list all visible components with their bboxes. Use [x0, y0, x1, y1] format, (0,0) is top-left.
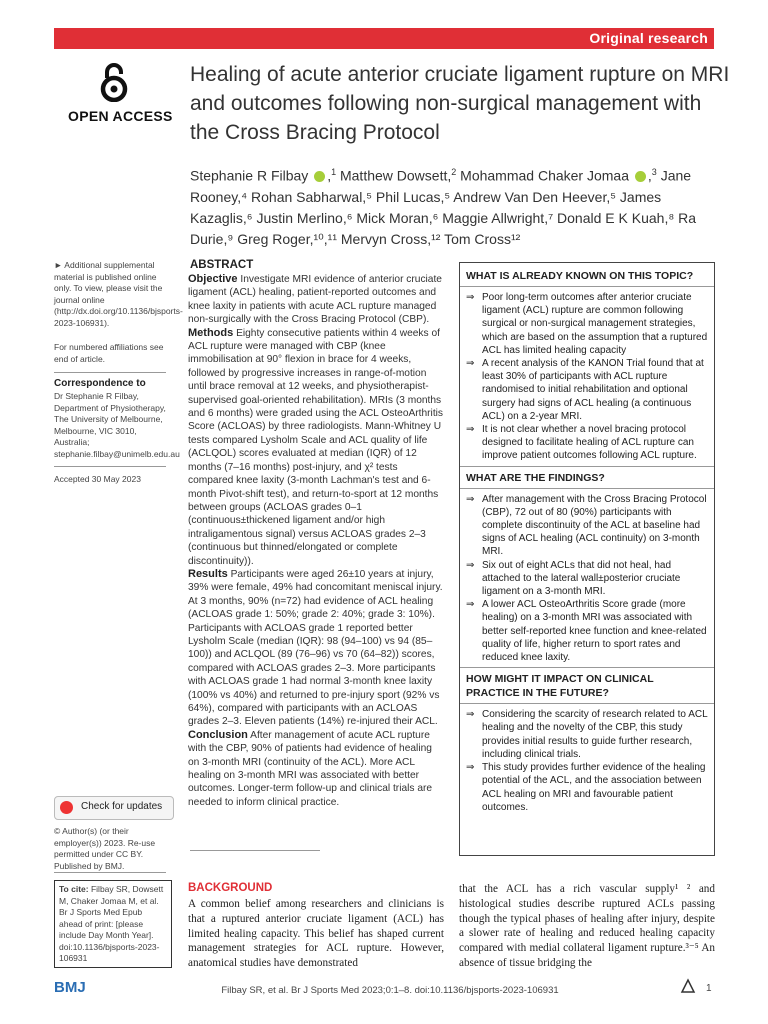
- divider: [460, 488, 714, 489]
- divider: [460, 667, 714, 668]
- correspondence-details: Dr Stephanie R Filbay, Department of Physiotherapy, The University of Melbourne, Melbourne, VIC 3010, Australia; stephanie.filbay@unimelb.edu.au: [54, 391, 180, 459]
- author-name[interactable]: Matthew Dowsett,: [339, 167, 452, 184]
- supplemental-note: ► Additional supplemental material is published online only. To view, please visit the journal online (http://dx.doi.org/10.1136/bjsports-2023-106931).: [54, 260, 183, 328]
- affiliation-number: 1: [331, 167, 337, 177]
- arrow-icon: ⇒: [466, 709, 475, 721]
- check-for-updates-label: Check for updates: [81, 801, 163, 812]
- author-names-rest: Jane Rooney,⁴ Rohan Sabharwal,⁵ Phil Lucas,⁵ Andrew Van Den Heever,⁵ James Kazaglis,⁶ Justin Merlino,⁶ Mick Moran,⁶ Maggie Allwright,⁷ Donald E K Kuah,⁸ Ra Durie,⁹ Greg Roger,¹⁰,¹¹ Mervyn Cross,¹² Tom Cross¹²: [190, 167, 697, 247]
- list-item-text: Six out of eight ACLs that did not heal, had attached to the lateral wall±posterior cruciate ligament on a 3-month MRI.: [482, 559, 681, 598]
- affiliation-number: 2: [451, 167, 457, 177]
- divider: [460, 466, 714, 467]
- page-number: 1: [706, 983, 712, 994]
- known-heading: WHAT IS ALREADY KNOWN ON THIS TOPIC?: [466, 270, 694, 282]
- accepted-date: Accepted 30 May 2023: [54, 474, 141, 484]
- arrow-icon: ⇒: [466, 424, 475, 436]
- list-item: [466, 761, 709, 814]
- divider: [54, 372, 166, 373]
- abstract-heading: ABSTRACT: [190, 259, 254, 271]
- divider: [54, 466, 166, 467]
- check-for-updates-button[interactable]: [54, 796, 174, 820]
- author-list: Stephanie R Filbay ,$^1$ Matthew Dowsett,$^2$ Mohammad Chaker Jomaa ,$^3$ Jane Rooney,⁴ Rohan Sabharwal,⁵ Phil Lucas,⁵ Andrew Van Den Heever,⁵ James Kazaglis,⁶ Justin Merlino,⁶ Mick Moran,⁶ Maggie Allwright,⁷ Donald E K Kuah,⁸ Ra Durie,⁹ Greg Roger,¹⁰,¹¹ Mervyn Cross,¹² Tom Cross¹²: [190, 167, 697, 247]
- body-text-right: that the ACL has a rich vascular supply¹ ² and histological studies describe ruptured ACLs passing though the typical phases of healing after injury, despite a slower rate of healing and reduced healing capacity compared with medial collateral ligament rupture.³⁻⁵ An absence of tissue bridging the: [459, 883, 715, 969]
- orcid-icon[interactable]: [635, 171, 646, 182]
- list-item-text: This study provides further evidence of the healing potential of the ACL, and the association between ACL healing on MRI and favourable patient outcomes.: [482, 762, 706, 813]
- conclusion-label: Conclusion: [188, 728, 248, 741]
- author-name[interactable]: Stephanie R Filbay: [190, 167, 309, 184]
- copyright-note: © Author(s) (or their employer(s)) 2023. Re-use permitted under CC BY. Published by BMJ.: [54, 826, 156, 871]
- affiliation-number: 3: [651, 167, 657, 177]
- citation-box: [54, 880, 172, 968]
- list-item-text: Poor long-term outcomes after anterior cruciate ligament (ACL) rupture are common following surgical or non-surgical management strategies, which are based on the assumption that a ruptured ACL has limited healing capacity: [482, 292, 708, 356]
- affiliations-note: For numbered affiliations see end of article.: [54, 342, 164, 364]
- arrow-icon: ⇒: [466, 762, 475, 774]
- list-item: [466, 708, 709, 761]
- findings-heading: WHAT ARE THE FINDINGS?: [466, 471, 605, 484]
- crossmark-icon: [60, 801, 73, 814]
- arrow-icon: ⇒: [466, 559, 475, 571]
- objective-text: Investigate MRI evidence of anterior cruciate ligament (ACL) healing, patient-reported outcomes and knee laxity in patients with acute ACL rupture managed non-surgically with the Cross Bracing Protocol (CBP).: [188, 274, 442, 326]
- methods-text: Eighty consecutive patients within 4 weeks of ACL rupture were managed with CBP (knee immobilisation at 90° flexion in brace for 4 weeks, followed by progressive increases in range-of-motion until brace removal at 12 weeks, and physiotherapist-supervised goal-oriented rehabilitation). MRIs (3 months and 6 months) were graded using the ACL OsteoArthritis Score (ACLOAS) by three radiologists. Mann-Whitney U tests compared Lysholm Scale and ACL quality of life (ACLQOL) scores evaluated at median (IQR) of 12 months (7–16 months) post-injury, and χ² tests compared knee laxity (3-month Lachman's test and 6-month Pivot-shift test), and return-to-sport at 12 months between groups (ACLOAS grades 0–1 (continuous±thickened ligament and/or high intraligamentous signal) versus ACLOAS grades 2–3 (continuous but thinned/elongated or complete discontinuity)).: [188, 327, 444, 567]
- open-access-label: OPEN ACCESS: [68, 108, 173, 124]
- open-access-lock-icon: [98, 62, 130, 102]
- list-item-text: A lower ACL OsteoArthritis Score grade (more healing) on a 3-month MRI was associated with better self-reported knee function and knee-related quality of life, higher return to sport rates and reduced knee laxity.: [482, 599, 707, 664]
- article-type-banner: [54, 28, 714, 49]
- arrow-icon: ⇒: [466, 599, 475, 611]
- list-item: [466, 598, 709, 664]
- arrow-icon: ⇒: [466, 292, 475, 303]
- background-heading: BACKGROUND: [188, 882, 273, 894]
- divider: [190, 850, 320, 851]
- objective-label: Objective: [188, 273, 238, 285]
- list-item: [466, 291, 709, 357]
- article-type-label: Original research: [589, 30, 708, 46]
- methods-label: Methods: [188, 326, 234, 339]
- divider: [460, 286, 714, 287]
- conclusion-text: After management of acute ACL rupture with the CBP, 90% of patients had evidence of healing on 3-month MRI (continuity of the ACL). More ACL healing on 3-month MRI was associated with better outcomes. Longer-term follow-up and clinical trials are needed to inform clinical practice.: [188, 729, 433, 808]
- list-item: [466, 493, 709, 559]
- list-item-text: After management with the Cross Bracing Protocol (CBP), 72 out of 80 (90%) participants with complete discontinuity of the ACL at baseline had signs of ACL healing (ACL continuity) on 3-month MRI.: [482, 493, 707, 558]
- correspondence-heading: Correspondence to: [54, 378, 146, 389]
- list-item-text: Considering the scarcity of research related to ACL healing and the novelty of the CBP, this study provides initial results to guide further research, including clinical trials.: [482, 709, 708, 760]
- bmj-logo: BMJ: [54, 979, 86, 996]
- results-label: Results: [188, 567, 228, 580]
- list-item: [466, 559, 709, 599]
- arrow-icon: ⇒: [466, 493, 475, 505]
- citation-label: To cite:: [59, 884, 89, 894]
- arrow-icon: ⇒: [466, 358, 475, 370]
- list-item-text: A recent analysis of the KANON Trial found that at least 30% of participants with ACL rupture randomised to initial rehabilitation and optional surgery had signs of ACL healing (a continuous ACL) on a 2-year MRI.: [482, 358, 704, 422]
- author-name[interactable]: Mohammad Chaker Jomaa: [460, 167, 630, 184]
- impact-heading: HOW MIGHT IT IMPACT ON CLINICAL PRACTICE IN THE FUTURE?: [466, 673, 654, 700]
- list-item: [466, 357, 709, 423]
- footer-citation: Filbay SR, et al. Br J Sports Med 2023;0:1–8. doi:10.1136/bjsports-2023-106931: [221, 985, 559, 996]
- abstract-body: [188, 273, 444, 809]
- list-item-text: It is not clear whether a novel bracing protocol designed to facilitate healing of ACL rupture can improve patient outcomes following ACL rupture.: [482, 424, 697, 462]
- divider: [460, 703, 714, 704]
- divider: [54, 872, 166, 873]
- partner-logo-icon: [680, 978, 696, 994]
- body-text-left: A common belief among researchers and clinicians is that a ruptured anterior cruciate ligament (ACL) has limited healing capacity. This belief has shaped current management strategies for ACL rupture. However, anatomical studies have demonstrated: [188, 898, 444, 970]
- article-title: Healing of acute anterior cruciate ligament rupture on MRI and outcomes following non-surgical management with the Cross Bracing Protocol: [190, 63, 730, 144]
- key-messages-box: [459, 262, 715, 856]
- citation-text: Filbay SR, Dowsett M, Chaker Jomaa M, et al. Br J Sports Med Epub ahead of print: [please include Day Month Year]. doi:10.1136/bjsports-2023-106931: [59, 884, 164, 963]
- orcid-icon[interactable]: [314, 171, 325, 182]
- results-text: Participants were aged 26±10 years at injury, 39% were female, 49% had concomitant meniscal injury. At 3 months, 90% (n=72) had evidence of ACL healing (ACLOAS grade 1: 50%; grade 2: 40%; grade 3: 10%). Participants with ACLOAS grade 1 reported better Lysholm Scale (median (IQR): 98 (94–100) vs 94 (85–100)) and ACLQOL (89 (76–96) vs 70 (64–82)) scores, compared with ACLOAS grades 2–3. More participants with ACLOAS grade 1 had normal 3-month knee laxity (100% vs 40%) and returned to pre-injury sport (92% vs 64%), compared with participants with an ACLOAS grades 2–3. Eleven patients (14%) re-injured their ACL.: [188, 568, 443, 728]
- list-item: [466, 423, 709, 463]
